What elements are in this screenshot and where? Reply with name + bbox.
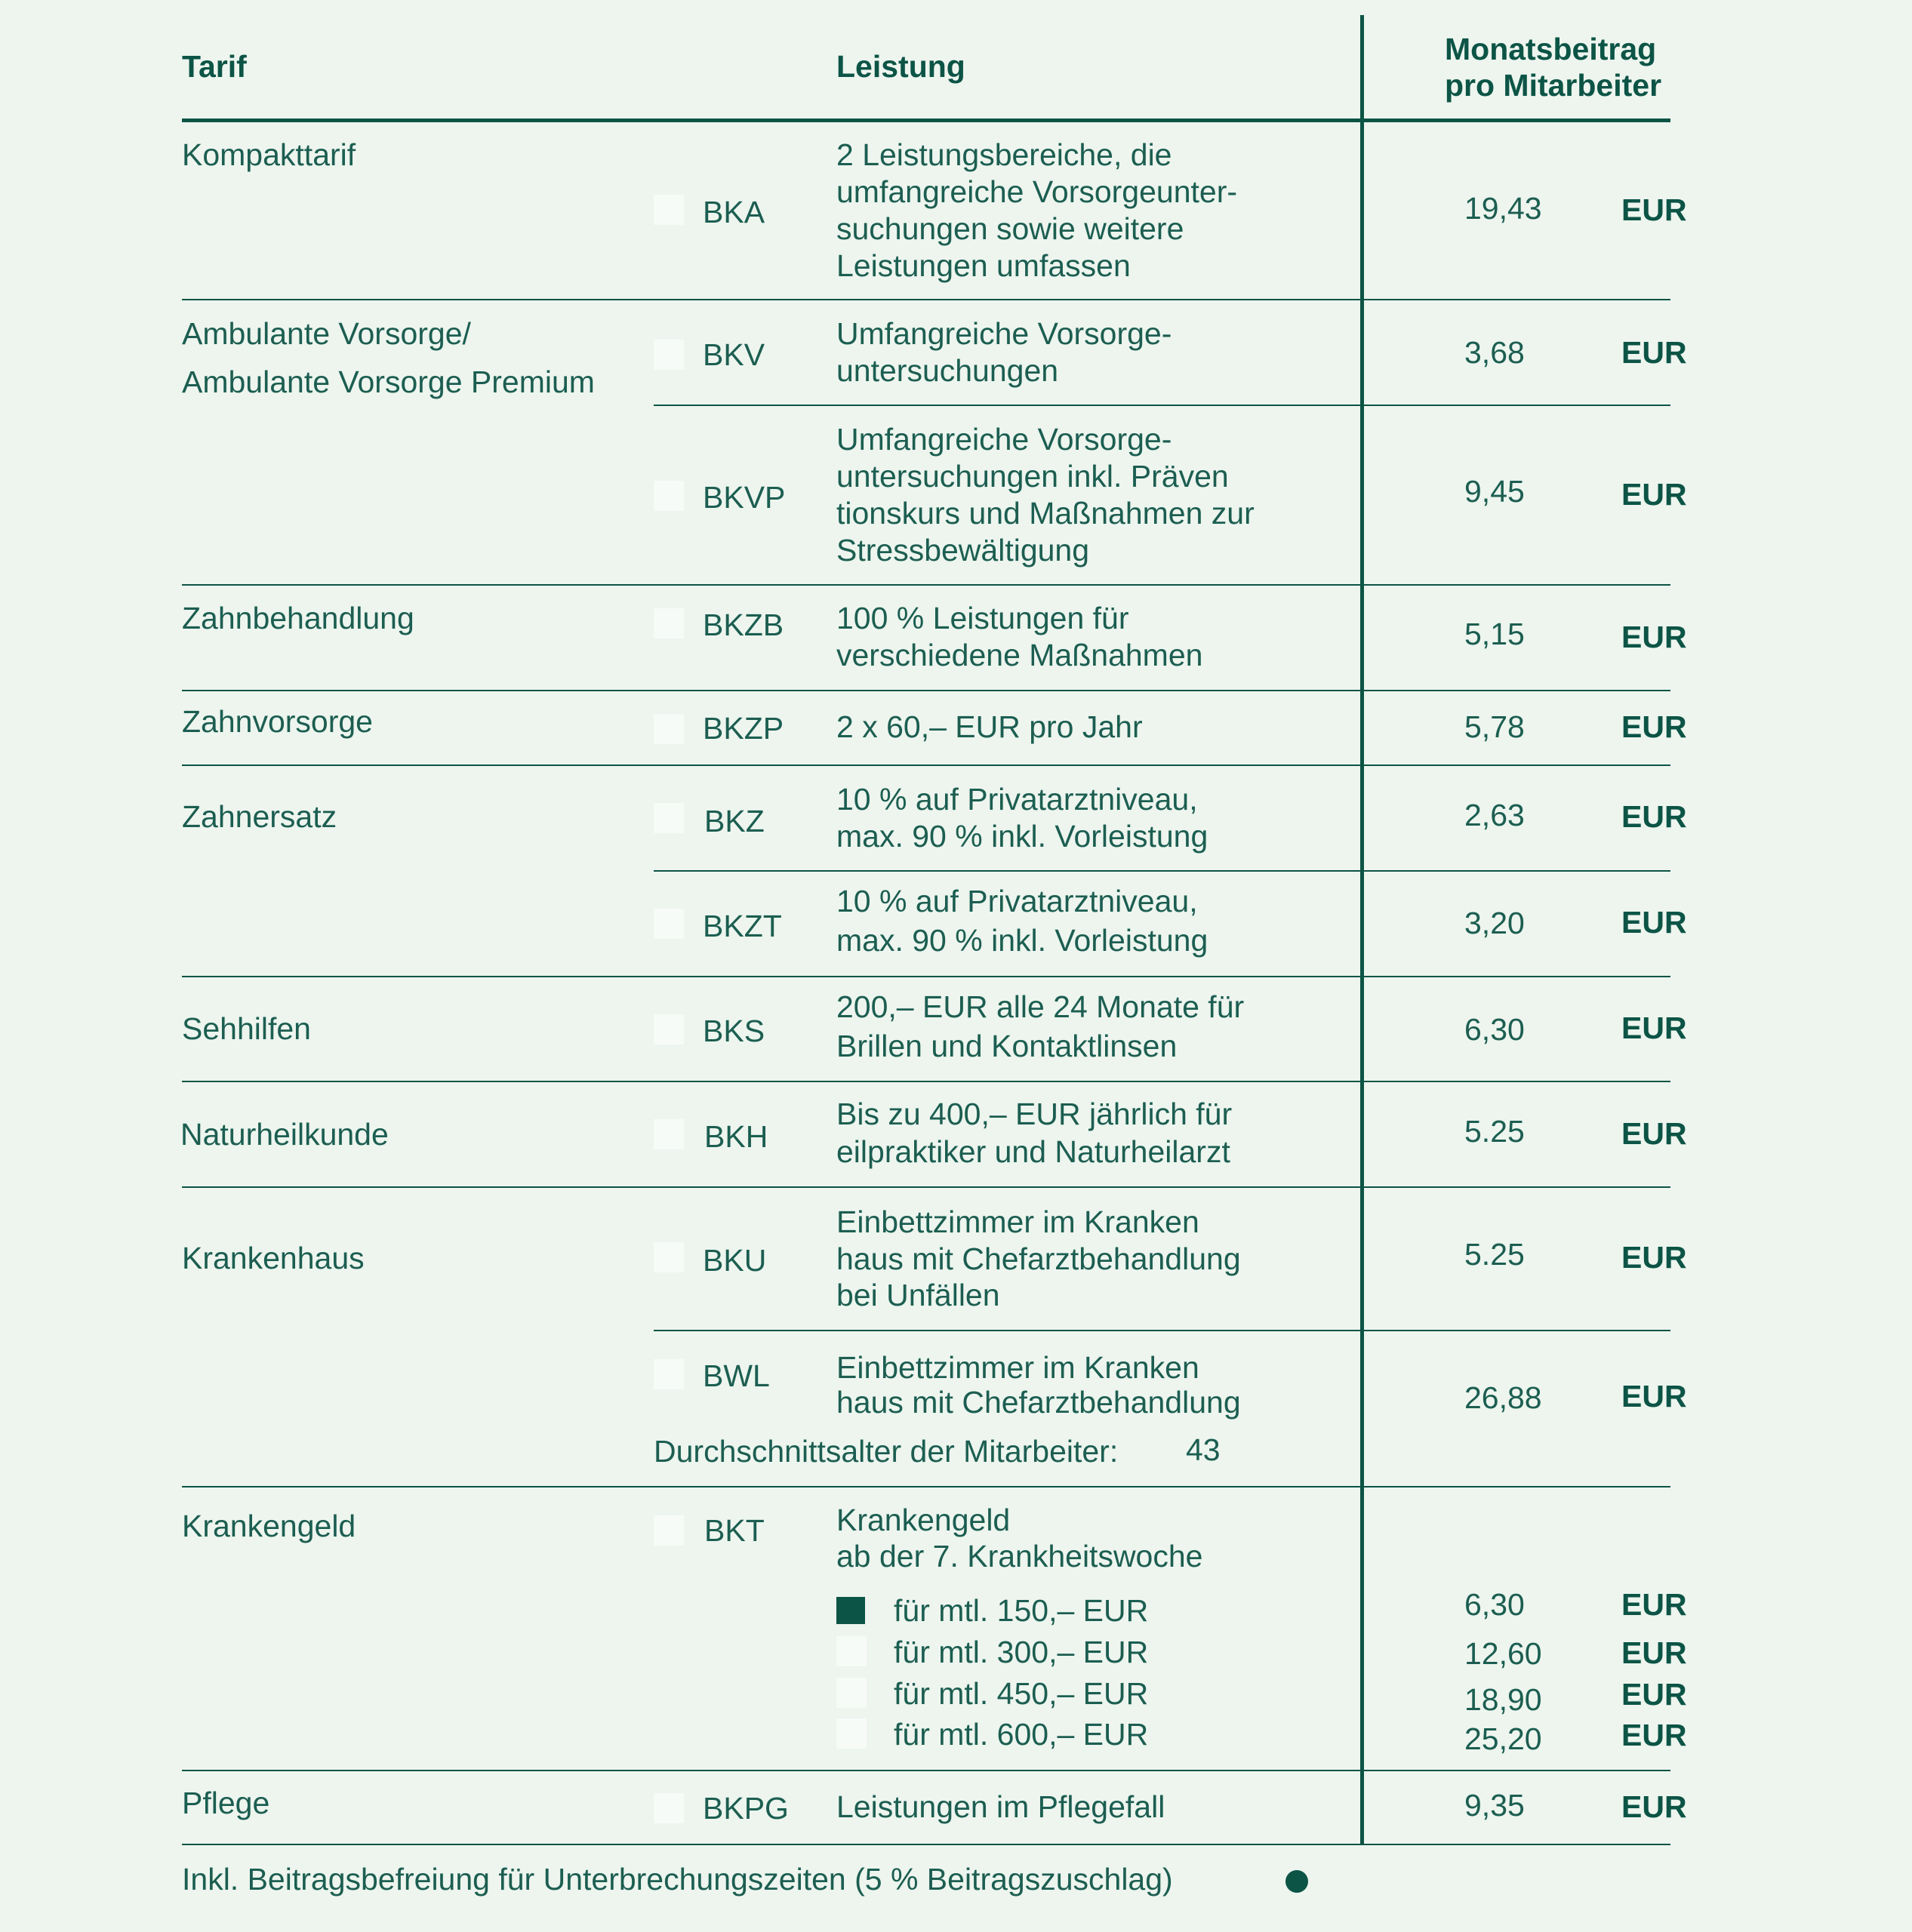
currency-bkz: EUR — [1621, 799, 1687, 834]
currency-bkv: EUR — [1621, 335, 1687, 370]
option-checkbox-150[interactable] — [836, 1597, 865, 1624]
checkbox-bks[interactable] — [654, 1014, 684, 1044]
desc-bks-2: Brillen und Kontaktlinsen — [836, 1029, 1178, 1063]
option-checkbox-300[interactable] — [836, 1636, 867, 1666]
row-divider — [182, 584, 1670, 586]
desc-bwl-1: Einbettzimmer im Kranken — [836, 1350, 1199, 1385]
tarif-zahnersatz: Zahnersatz — [182, 799, 337, 834]
option-label-300: für mtl. 300,– EUR — [894, 1635, 1149, 1669]
checkbox-bkz[interactable] — [654, 803, 684, 833]
tarif-naturheilkunde: Naturheilkunde — [180, 1117, 389, 1152]
header-beitrag-line2: pro Mitarbeiter — [1445, 68, 1662, 103]
currency-bka: EUR — [1621, 192, 1687, 227]
currency-bku: EUR — [1621, 1240, 1687, 1275]
code-bkvp: BKVP — [703, 480, 786, 515]
desc-bkzt-1: 10 % auf Privatarztniveau, — [836, 884, 1198, 918]
code-bkv: BKV — [703, 337, 765, 372]
row-divider — [182, 1486, 1670, 1487]
radio-dot-icon[interactable] — [1285, 1870, 1308, 1893]
option-currency-300: EUR — [1621, 1635, 1687, 1670]
desc-bkh-1: Bis zu 400,– EUR jährlich für — [836, 1097, 1233, 1131]
desc-bkvp-1: Umfangreiche Vorsorge- — [836, 422, 1172, 457]
header-tarif: Tarif — [182, 49, 247, 84]
checkbox-bkzp[interactable] — [654, 714, 684, 744]
option-price-600: 25,20 — [1464, 1721, 1542, 1756]
code-bkzb: BKZB — [703, 608, 784, 642]
desc-bka-2: umfangreiche Vorsorgeunter- — [836, 174, 1238, 209]
desc-bkh-2: eilpraktiker und Naturheilarzt — [836, 1134, 1230, 1169]
footer-note: Inkl. Beitragsbefreiung für Unterbrechungszeiten (5 % Beitragszuschlag) — [182, 1862, 1173, 1897]
currency-bkzt: EUR — [1621, 905, 1687, 940]
desc-bks-1: 200,– EUR alle 24 Monate für — [836, 989, 1245, 1024]
code-bka: BKA — [703, 195, 765, 229]
currency-bkzb: EUR — [1621, 620, 1687, 654]
desc-bka-3: suchungen sowie weitere — [836, 211, 1184, 246]
price-bkvp: 9,45 — [1464, 474, 1525, 509]
row-divider — [182, 1186, 1670, 1188]
option-currency-450: EUR — [1621, 1677, 1687, 1712]
option-label-150: für mtl. 150,– EUR — [894, 1593, 1149, 1628]
price-bku: 5.25 — [1464, 1237, 1525, 1272]
header-leistung: Leistung — [836, 49, 965, 84]
option-price-300: 12,60 — [1464, 1636, 1542, 1671]
desc-bku-3: bei Unfällen — [836, 1278, 1000, 1312]
tarif-zahnvorsorge: Zahnvorsorge — [182, 704, 373, 739]
checkbox-bkzb[interactable] — [654, 608, 684, 638]
desc-bkv-1: Umfangreiche Vorsorge- — [836, 316, 1172, 351]
desc-bkzp-1: 2 x 60,– EUR pro Jahr — [836, 709, 1143, 744]
checkbox-bkvp[interactable] — [654, 481, 684, 511]
code-bkzp: BKZP — [703, 711, 784, 746]
price-bkv: 3,68 — [1464, 335, 1525, 370]
desc-bka-4: Leistungen umfassen — [836, 248, 1131, 283]
desc-bkt-1: Krankengeld — [836, 1503, 1011, 1537]
option-currency-600: EUR — [1621, 1718, 1687, 1752]
desc-bkvp-3: tionskurs und Maßnahmen zur — [836, 496, 1255, 531]
price-bkzb: 5,15 — [1464, 617, 1525, 651]
row-divider — [182, 976, 1670, 977]
tarif-krankenhaus: Krankenhaus — [182, 1241, 365, 1275]
desc-bkzt-2: max. 90 % inkl. Vorleistung — [836, 923, 1208, 958]
currency-bkh: EUR — [1621, 1116, 1687, 1151]
tarif-pflege: Pflege — [182, 1786, 270, 1820]
row-divider — [182, 299, 1670, 300]
checkbox-bkzt[interactable] — [654, 909, 684, 939]
tarif-sehhilfen: Sehhilfen — [182, 1011, 311, 1046]
price-bkh: 5.25 — [1464, 1114, 1525, 1149]
checkbox-bwl[interactable] — [654, 1359, 684, 1389]
desc-bkzb-2: verschiedene Maßnahmen — [836, 638, 1203, 672]
price-bka: 19,43 — [1464, 191, 1542, 226]
currency-bkpg: EUR — [1621, 1789, 1687, 1824]
currency-bkvp: EUR — [1621, 477, 1687, 512]
desc-bkv-2: untersuchungen — [836, 353, 1059, 388]
desc-bkz-1: 10 % auf Privatarztniveau, — [836, 782, 1198, 817]
checkbox-bkv[interactable] — [654, 340, 684, 370]
checkbox-bkt[interactable] — [654, 1515, 684, 1546]
currency-bks: EUR — [1621, 1011, 1687, 1045]
header-rule — [182, 118, 1670, 122]
age-label: Durchschnittsalter der Mitarbeiter: — [654, 1434, 1119, 1469]
checkbox-bkpg[interactable] — [654, 1793, 684, 1823]
option-currency-150: EUR — [1621, 1587, 1687, 1622]
price-bwl: 26,88 — [1464, 1380, 1542, 1415]
option-price-450: 18,90 — [1464, 1682, 1542, 1717]
desc-bwl-2: haus mit Chefarztbehandlung — [836, 1385, 1241, 1420]
code-bkz: BKZ — [704, 804, 765, 838]
price-bkz: 2,63 — [1464, 798, 1525, 832]
desc-bku-1: Einbettzimmer im Kranken — [836, 1204, 1199, 1239]
tarif-krankengeld: Krankengeld — [182, 1509, 356, 1543]
option-checkbox-600[interactable] — [836, 1718, 867, 1749]
checkbox-bkh[interactable] — [654, 1119, 684, 1149]
tarif-kompakttarif: Kompakttarif — [182, 137, 356, 172]
tarif-ambulante-vorsorge-2: Ambulante Vorsorge Premium — [182, 365, 595, 399]
price-bkzp: 5,78 — [1464, 709, 1525, 744]
desc-bka-1: 2 Leistungsbereiche, die — [836, 137, 1172, 172]
option-label-600: für mtl. 600,– EUR — [894, 1717, 1149, 1752]
row-divider — [182, 690, 1670, 691]
code-bku: BKU — [703, 1243, 767, 1278]
currency-bkzp: EUR — [1621, 709, 1687, 744]
checkbox-bka[interactable] — [654, 195, 684, 225]
column-divider — [1360, 15, 1364, 1845]
desc-bku-2: haus mit Chefarztbehandlung — [836, 1241, 1241, 1276]
row-divider — [182, 1844, 1670, 1845]
desc-bkz-2: max. 90 % inkl. Vorleistung — [836, 819, 1208, 854]
desc-bkvp-4: Stressbewältigung — [836, 533, 1090, 568]
row-divider — [182, 1081, 1670, 1082]
age-value: 43 — [1186, 1432, 1221, 1467]
desc-bkpg-1: Leistungen im Pflegefall — [836, 1789, 1165, 1824]
checkbox-bku[interactable] — [654, 1242, 684, 1272]
code-bkpg: BKPG — [703, 1791, 789, 1826]
price-bkzt: 3,20 — [1464, 906, 1525, 940]
tarif-zahnbehandlung: Zahnbehandlung — [182, 601, 414, 635]
price-bks: 6,30 — [1464, 1012, 1525, 1047]
option-checkbox-450[interactable] — [836, 1678, 867, 1708]
desc-bkzb-1: 100 % Leistungen für — [836, 601, 1129, 635]
row-divider — [182, 1770, 1670, 1771]
option-price-150: 6,30 — [1464, 1587, 1525, 1622]
desc-bkvp-2: untersuchungen inkl. Präven — [836, 459, 1229, 494]
header-beitrag-line1: Monatsbeitrag — [1445, 32, 1657, 66]
code-bkzt: BKZT — [703, 909, 782, 943]
row-divider — [654, 1330, 1670, 1331]
code-bkh: BKH — [704, 1119, 768, 1154]
row-divider — [654, 405, 1670, 406]
row-divider — [654, 870, 1670, 872]
row-divider — [182, 764, 1670, 766]
desc-bkt-2: ab der 7. Krankheitswoche — [836, 1539, 1203, 1574]
currency-bwl: EUR — [1621, 1379, 1687, 1414]
code-bwl: BWL — [703, 1358, 770, 1393]
code-bks: BKS — [703, 1014, 765, 1048]
price-bkpg: 9,35 — [1464, 1788, 1525, 1823]
code-bkt: BKT — [704, 1513, 765, 1548]
tarif-ambulante-vorsorge-1: Ambulante Vorsorge/ — [182, 316, 471, 351]
option-label-450: für mtl. 450,– EUR — [894, 1676, 1149, 1711]
